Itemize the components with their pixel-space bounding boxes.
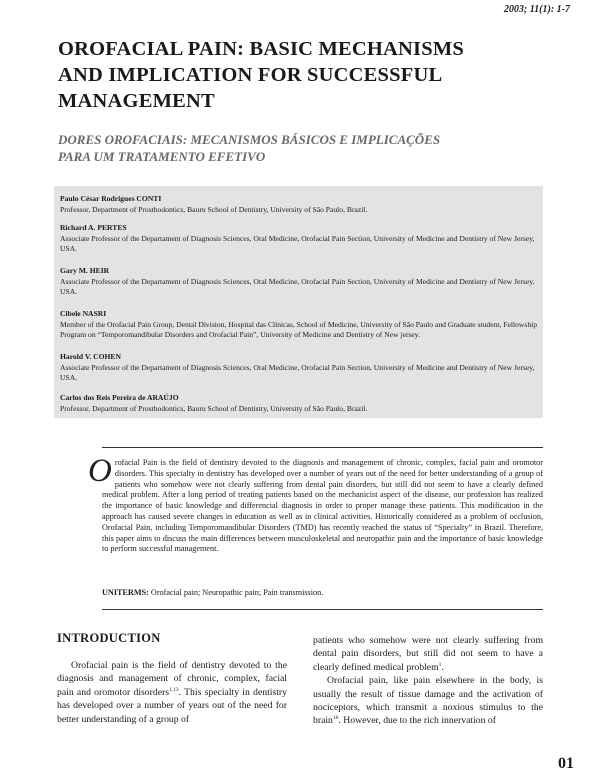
paragraph-text: patients who somehow were not clearly suffering from dental pain disorders, but still did not seem to have a clearly defined medical problem <box>313 635 543 673</box>
author-affiliation: Associate Professor of the Departament of Diagnosis Sciences, Oral Medicine, Orofacial Pain Section, University of Medicine and Dentistry of New Jersey, USA. <box>60 362 535 382</box>
author-affiliation: Associate Professor of the Departament of Diagnosis Sciences, Oral Medicine, Orofacial Pain Section, University of Medicine and Dentistry of New Jersey, USA. <box>60 233 535 253</box>
uniterms-text: Orofacial pain; Neuropathic pain; Pain transmission. <box>150 588 324 597</box>
author-affiliation: Professor, Department of Prosthodontics, Bauru School of Dentistry, University of São Paulo, Brazil. <box>60 204 368 214</box>
title-line: OROFACIAL PAIN: BASIC MECHANISMS <box>58 38 464 60</box>
author-entry <box>60 352 540 384</box>
author-entry <box>60 393 540 414</box>
article-title <box>58 36 538 114</box>
citation: 16 <box>332 715 339 722</box>
author-name: Gary M. HEIR <box>60 266 110 275</box>
uniterms <box>102 588 543 597</box>
author-name: Paulo César Rodrigues CONTI <box>60 194 162 203</box>
body-column-right <box>313 634 543 728</box>
author-entry <box>60 309 540 341</box>
title-line: MANAGEMENT <box>58 90 215 112</box>
author-name: Richard A. PERTES <box>60 223 127 232</box>
author-name: Carlos dos Reis Pereira de ARAÚJO <box>60 393 179 402</box>
body-column-left <box>57 659 287 726</box>
portuguese-title-line: PARA UM TRATAMENTO EFETIVO <box>58 149 266 164</box>
author-name: Cibele NASRI <box>60 309 107 318</box>
citation: 1,13 <box>169 686 179 693</box>
portuguese-title-line: DORES OROFACIAIS: MECANISMOS BÁSICOS E IMPLICAÇÕES <box>58 132 441 147</box>
authors-box <box>54 186 543 418</box>
author-entry <box>60 194 540 215</box>
abstract <box>88 453 543 555</box>
author-entry <box>60 223 540 255</box>
author-affiliation: Professor, Department of Prosthodontics, Bauru School of Dentistry, University of São Paulo, Brazil. <box>60 403 368 413</box>
author-name: Harold V. COHEN <box>60 352 121 361</box>
section-heading-introduction: INTRODUCTION <box>57 631 161 645</box>
paragraph-text: . However, due to the rich innervation of <box>338 715 496 727</box>
body-paragraph <box>313 634 543 674</box>
body-paragraph <box>313 674 543 728</box>
body-paragraph <box>57 659 287 726</box>
title-line: AND IMPLICATION FOR SUCCESSFUL <box>58 64 443 86</box>
journal-reference: 2003; 11(1): 1-7 <box>503 4 570 15</box>
page-number: 01 <box>558 755 574 772</box>
abstract-text: rofacial Pain is the field of dentistry devoted to the diagnosis and management of chronic, complex, facial pain and oromotor disorders. This specialty in dentistry has developed over a number of years out of the need for better understanding of a group of patients who somehow were not clearly suffering from dental pain disorders, but still did not seem to have a clearly defined medical problem. After a long period of treating patients based on the mechanicist aspect of the disease, our profession has realized the importance of basic knowledge and differencial diagnosis in order to proper manage these patients. This modification in the approach has caused severe changes in education as well as in clinical activities. Historically considered as a problem of occlusion, Orofacial Pain, including Temporomandibular Disorders (TMD) has recently reached the status of “Specialty” in Brazil. Therefore, this paper aims to discuss the main differences between musculoskeletal and neuropathic pain and the importance of basic knowledge to perform successful management. <box>102 458 543 554</box>
abstract-dropcap: O <box>88 453 112 489</box>
author-affiliation: Associate Professor of the Departament of Diagnosis Sciences, Oral Medicine, Orofacial Pain Section, University of Medicine and Dentistry of New Jersey, USA. <box>60 276 535 296</box>
uniterms-label: UNITERMS: <box>102 588 149 597</box>
portuguese-title <box>58 131 538 165</box>
author-affiliation: Member of the Orofacial Pain Group, Dental Division, Hospital das Clínicas, School of Medicine, University of São Paulo and Graduate student, Fellowship Program on “Temporomandibular Disorders and Orofacial Pain”, University of Medicine and Dentistry of New jersey. <box>60 319 538 339</box>
paragraph-text: Orofacial pain is the field of dentistry devoted to the diagnosis and management of chronic, complex, facial pain and oromotor disorders <box>57 660 287 698</box>
abstract-divider-bottom <box>102 609 543 610</box>
abstract-divider-top <box>102 447 543 448</box>
paragraph-text: . <box>441 661 444 673</box>
citation: 1 <box>438 661 442 668</box>
paragraph-text: . This specialty in dentistry has developed over a number of years out of the need for better understanding of a group of <box>57 686 288 725</box>
author-entry <box>60 266 540 298</box>
paragraph-text: Orofacial pain, like pain elsewhere in the body, is usually the result of tissue damage and the activation of nociceptors, which transmit a noxious stimulus to the brain <box>313 675 543 727</box>
